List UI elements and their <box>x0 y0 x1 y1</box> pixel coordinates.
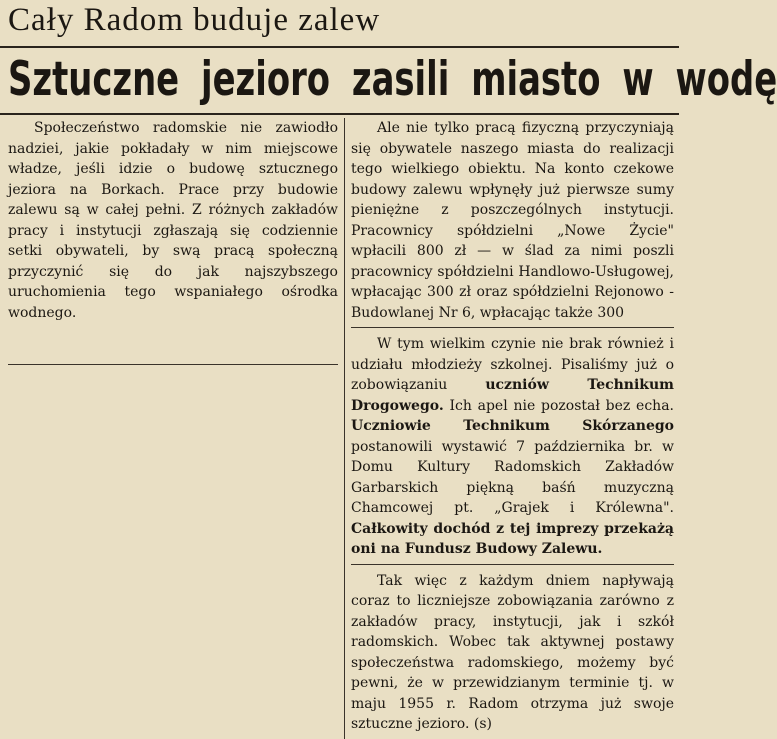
headline: Sztuczne jezioro zasili miasto w wodę <box>8 52 777 107</box>
top-rule <box>0 46 679 48</box>
headline-rule <box>0 113 679 115</box>
left-paragraph: Społeczeństwo radomskie nie zawiodło nadziei, jakie pokładały w nim miejscowe władze, jeśli idzie o budowę sztucznego jeziora na Borkach. Prace przy budowie zalewu są w całej pełni. Z różnych zakładów pracy i instytucji zgłaszają się codziennie setki obywateli, by swą pracą społeczną przyczynić się do jak najszybszego uruchomienia tego wspaniałego ośrodka wodnego. <box>8 120 338 321</box>
paragraph-separator <box>351 564 674 565</box>
paragraph-separator <box>351 327 674 328</box>
kicker-title: Cały Radom buduje zalew <box>8 2 381 38</box>
left-column <box>8 118 338 323</box>
p2-bold-students: uczniów Technikum Drogowego. <box>351 377 674 414</box>
p2-text-e: postanowili wystawić 7 października br. w Domu Kultury Radomskich Zakładów Garbarskich piękną baśń muzyczną Chamcowej pt. „Grajek i Królewna". <box>351 438 674 516</box>
right-column <box>351 118 674 735</box>
right-paragraph-2 <box>351 334 674 560</box>
right-paragraph-1: Ale nie tylko pracą fizyczną przyczyniają się obywatele naszego miasta do realizacji tego wielkiego obiektu. Na konto czekowe budowy zalewu wpłynęły już pierwsze sumy pieniężne z poszczególnych instytucji. Pracownicy spółdzielni „Nowe Życie" wpłacili 800 zł — w ślad za nimi poszli pracownicy spółdzielni Handlowo-Usługowej, wpłacając 300 zł oraz spółdzielni Rejonowo - Budowlanej Nr 6, wpłacając także 300 <box>351 120 674 321</box>
p2-text-c: Ich apel nie pozostał bez echa. <box>443 397 674 414</box>
p2-text-a: W tym wielkim czynie nie brak również i udziału młodzieży szkolnej. Pisaliśmy już o zobowiązaniu <box>351 336 674 393</box>
right-paragraph-3: Tak więc z każdym dniem napływają coraz to liczniejsze zobowiązania zarówno z zakładów pracy, instytucji, jak i szkół radomskich. Wobec tak aktywnej postawy społeczeństwa radomskiego, możemy być pewni, że w przewidzianym terminie tj. w maju 1955 r. Radom otrzyma już swoje sztuczne jezioro. (s) <box>351 572 674 732</box>
p2-bold-leather-school: Uczniowie Technikum Skórzanego <box>351 418 674 434</box>
column-divider <box>344 118 345 739</box>
left-column-end-rule <box>8 364 338 365</box>
p2-bold-proceeds: Całkowity dochód z tej imprezy przekażą oni na Fundusz Budowy Zalewu. <box>351 520 674 557</box>
